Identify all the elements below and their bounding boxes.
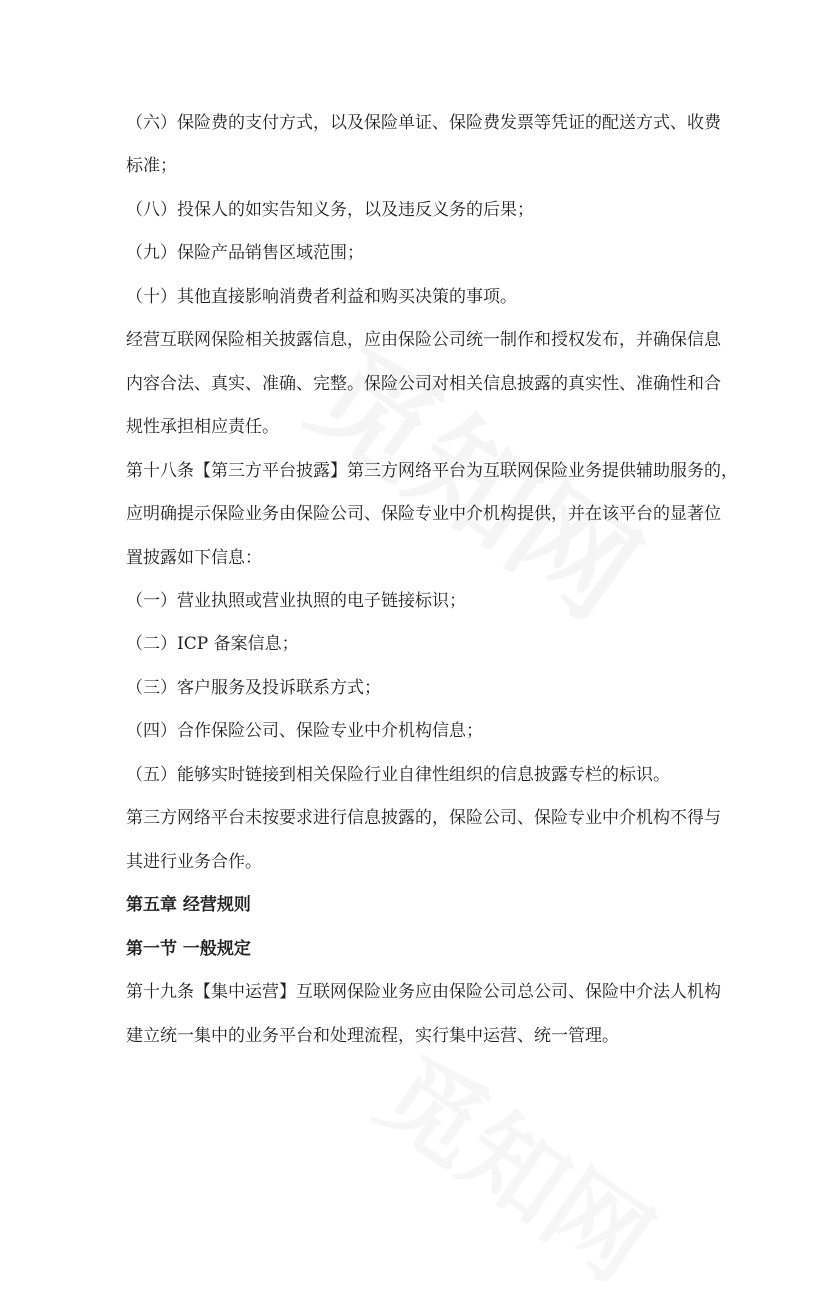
list-item: （九）保险产品销售区域范围； <box>126 243 364 263</box>
paragraph-line: 应明确提示保险业务由保险公司、保险专业中介机构提供，并在该平台的显著位 <box>126 504 721 524</box>
paragraph-line: 规性承担相应责任。 <box>126 417 279 437</box>
list-item: （三）客户服务及投诉联系方式； <box>126 678 381 698</box>
chapter-heading: 第五章 经营规则 <box>126 895 251 915</box>
paragraph-line: 置披露如下信息： <box>126 548 262 568</box>
paragraph-line: 经营互联网保险相关披露信息，应由保险公司统一制作和授权发布，并确保信息 <box>126 330 721 350</box>
watermark-bottom <box>356 1017 684 1307</box>
paragraph-line: 建立统一集中的业务平台和处理流程，实行集中运营、统一管理。 <box>126 1026 619 1046</box>
list-item: （五）能够实时链接到相关保险行业自律性组织的信息披露专栏的标识。 <box>126 765 670 785</box>
section-heading: 第一节 一般规定 <box>126 939 251 959</box>
paragraph-line: 第三方网络平台未按要求进行信息披露的，保险公司、保险专业中介机构不得与 <box>126 808 721 828</box>
article-line: 第十八条【第三方平台披露】第三方网络平台为互联网保险业务提供辅助服务的， <box>126 461 738 481</box>
paragraph-line: （六）保险费的支付方式，以及保险单证、保险费发票等凭证的配送方式、收费 <box>126 113 721 133</box>
list-item: （四）合作保险公司、保险专业中介机构信息； <box>126 721 483 741</box>
paragraph-line: 内容合法、真实、准确、完整。保险公司对相关信息披露的真实性、准确性和合 <box>126 374 721 394</box>
list-item: （二）ICP 备案信息； <box>126 634 299 654</box>
list-item: （一）营业执照或营业执照的电子链接标识； <box>126 591 466 611</box>
list-item: （八）投保人的如实告知义务，以及违反义务的后果； <box>126 200 534 220</box>
paragraph-line: 其进行业务合作。 <box>126 852 262 872</box>
paragraph-line: 标准； <box>126 156 177 176</box>
article-line: 第十九条【集中运营】互联网保险业务应由保险公司总公司、保险中介法人机构 <box>126 982 721 1002</box>
list-item: （十）其他直接影响消费者利益和购买决策的事项。 <box>126 287 517 307</box>
